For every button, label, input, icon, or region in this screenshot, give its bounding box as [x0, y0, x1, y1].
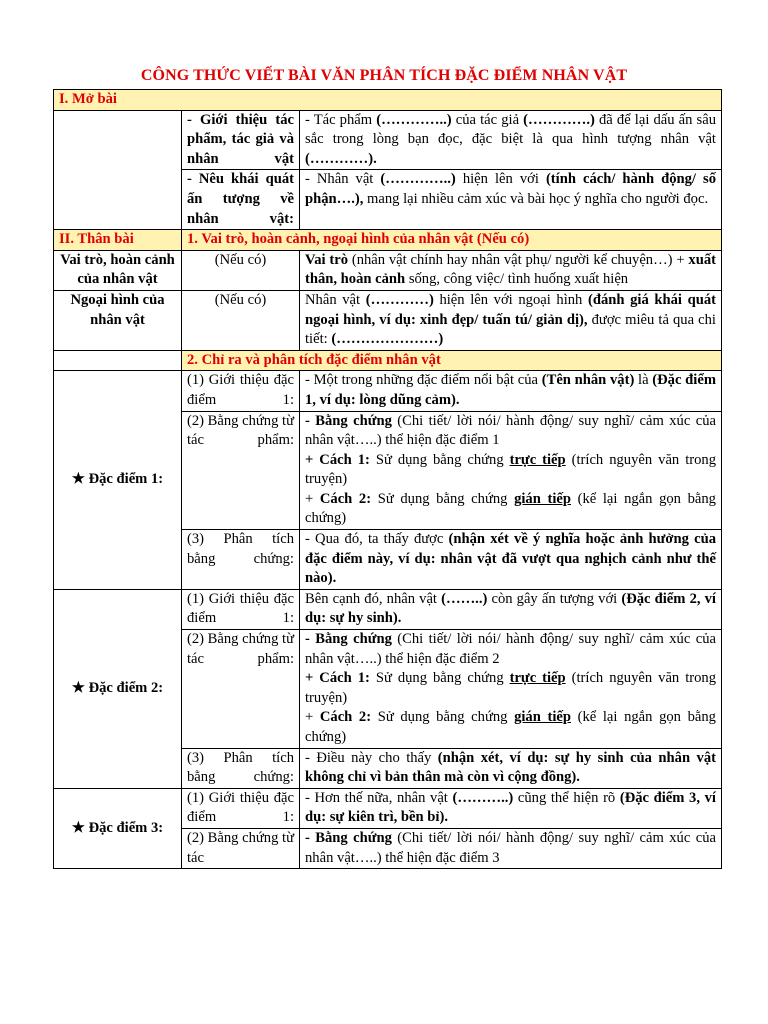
row-label: - Nêu khái quát ấn tượng về nhân vật:: [182, 170, 300, 230]
step-label: (3) Phân tích bằng chứng:: [182, 530, 300, 590]
page-title: CÔNG THỨC VIẾT BÀI VĂN PHÂN TÍCH ĐẶC ĐIỂM NHÂN VẬT: [140, 67, 628, 84]
trait-2-intro-row: [54, 589, 722, 629]
step-content: - Bằng chứng (Chi tiết/ lời nói/ hành động/ suy nghĩ/ cảm xúc của nhân vật…..) thể hiện đặc điểm 1 + Cách 1: Sử dụng bằng chứng trực tiếp (trích nguyên văn trong truyện) + Cách 2: Sử dụng bằng chứng gián tiếp (kể lại ngắn gọn bằng chứng): [300, 411, 722, 530]
step-content: - Một trong những đặc điểm nổi bật của (Tên nhân vật) là (Đặc điểm 1, ví dụ: lòng dũng cảm).: [300, 371, 722, 411]
step-label: (2) Bằng chứng từ tác phẩm:: [182, 630, 300, 749]
row-note: (Nếu có): [182, 290, 300, 350]
row-content: Nhân vật (…………) hiện lên với ngoại hình (đánh giá khái quát ngoại hình, ví dụ: xinh đẹp/ tuấn tú/ giản dị), được miêu tả qua chi tiết: (…………………): [300, 290, 722, 350]
row-label: - Giới thiệu tác phẩm, tác giả và nhân vật: [182, 110, 300, 170]
appearance-row: [54, 290, 722, 350]
subsection-header-2: [54, 350, 722, 371]
row-content: Vai trò (nhân vật chính hay nhân vật phụ/ người kể chuyện…) + xuất thân, hoàn cảnh sống, công việc/ tình huống xuất hiện: [300, 250, 722, 290]
step-label: (1) Giới thiệu đặc điểm 1:: [182, 371, 300, 411]
trait-label: ★ Đặc điểm 3:: [54, 788, 182, 868]
step-label: (1) Giới thiệu đặc điểm 1:: [182, 788, 300, 828]
step-content: - Qua đó, ta thấy được (nhận xét về ý nghĩa hoặc ảnh hưởng của đặc điểm này, ví dụ: nhân vật đã vượt qua nghịch cảnh như thế nào).: [300, 530, 722, 590]
section-heading: II. Thân bài: [54, 230, 182, 251]
trait-label: ★ Đặc điểm 2:: [54, 589, 182, 788]
subsection-heading: 1. Vai trò, hoàn cảnh, ngoại hình của nhân vật (Nếu có): [182, 230, 722, 251]
row-label: Ngoại hình của nhân vật: [54, 290, 182, 350]
row-content: - Nhân vật (…………..) hiện lên với (tính cách/ hành động/ số phận….), mang lại nhiều cảm xúc và bài học ý nghĩa cho người đọc.: [300, 170, 722, 230]
role-row: [54, 250, 722, 290]
step-content: Bên cạnh đó, nhân vật (……..) còn gây ấn tượng với (Đặc điểm 2, ví dụ: sự hy sinh).: [300, 589, 722, 629]
row-content: - Tác phẩm (…………..) của tác giả (………….) đã để lại dấu ấn sâu sắc trong lòng bạn đọc, đặc biệt là qua hình tượng nhân vật (…………).: [300, 110, 722, 170]
step-content: - Điều này cho thấy (nhận xét, ví dụ: sự hy sinh của nhân vật không chỉ vì bản thân mà còn vì cộng đồng).: [300, 748, 722, 788]
trait-label: ★ Đặc điểm 1:: [54, 371, 182, 590]
empty-cell: [54, 110, 182, 230]
empty-cell: [54, 350, 182, 371]
trait-3-intro-row: [54, 788, 722, 828]
subsection-heading: 2. Chỉ ra và phân tích đặc điểm nhân vật: [182, 350, 722, 371]
step-label: (1) Giới thiệu đặc điểm 1:: [182, 589, 300, 629]
section-heading: I. Mở bài: [54, 90, 722, 111]
intro-row-1: [54, 110, 722, 170]
section-header-intro: [54, 90, 722, 111]
row-note: (Nếu có): [182, 250, 300, 290]
step-label: (2) Bằng chứng từ tác phẩm:: [182, 411, 300, 530]
step-content: - Bằng chứng (Chi tiết/ lời nói/ hành động/ suy nghĩ/ cảm xúc của nhân vật…..) thể hiện đặc điểm 2 + Cách 1: Sử dụng bằng chứng trực tiếp (trích nguyên văn trong truyện) + Cách 2: Sử dụng bằng chứng gián tiếp (kể lại ngắn gọn bằng chứng): [300, 630, 722, 749]
step-label: (2) Bằng chứng từ tác: [182, 828, 300, 868]
step-content: - Hơn thế nữa, nhân vật (………..) cũng thể hiện rõ (Đặc điểm 3, ví dụ: sự kiên trì, bền bỉ).: [300, 788, 722, 828]
outline-table: [53, 89, 722, 869]
row-label: Vai trò, hoàn cảnh của nhân vật: [54, 250, 182, 290]
section-header-body: [54, 230, 722, 251]
step-label: (3) Phân tích bằng chứng:: [182, 748, 300, 788]
trait-1-intro-row: [54, 371, 722, 411]
step-content: - Bằng chứng (Chi tiết/ lời nói/ hành động/ suy nghĩ/ cảm xúc của nhân vật…..) thể hiện đặc điểm 3: [300, 828, 722, 868]
